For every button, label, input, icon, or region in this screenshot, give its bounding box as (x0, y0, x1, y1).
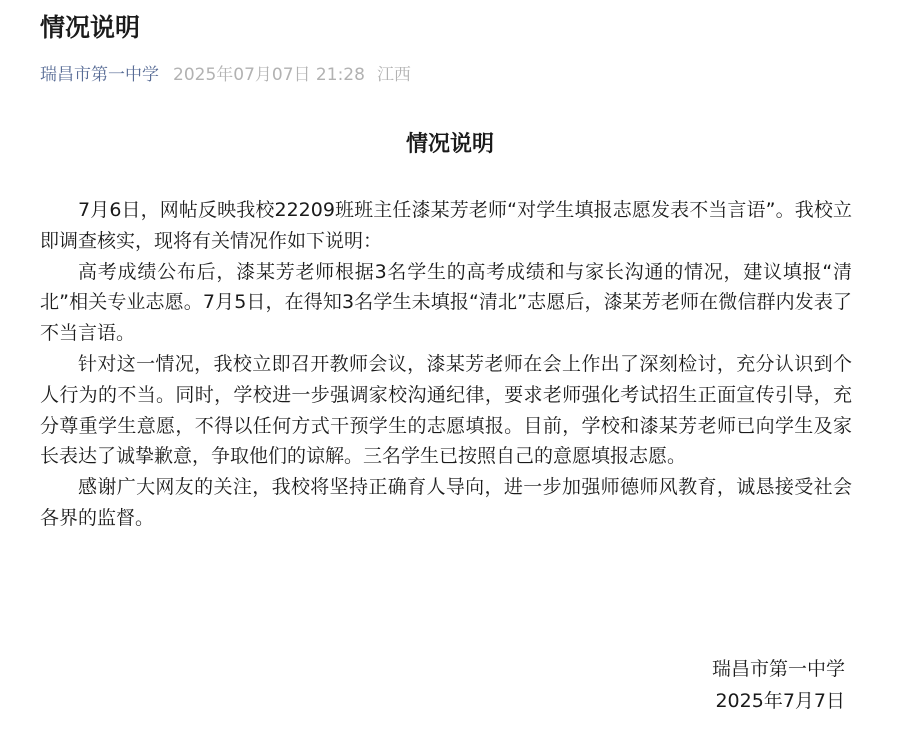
notice-paragraph-2: 高考成绩公布后，漆某芳老师根据3名学生的高考成绩和与家长沟通的情况，建议填报“清北”相关专业志愿。7月5日，在得知3名学生未填报“清北”志愿后，漆某芳老师在微信群内发表了不当言语。 (40, 260, 852, 345)
article-meta (40, 62, 411, 88)
publish-location: 江西 (376, 65, 411, 85)
signature-block (712, 653, 845, 717)
account-name-link[interactable]: 瑞昌市第一中学 (40, 65, 159, 85)
signature-date: 2025年7月7日 (715, 690, 845, 712)
notice-heading: 情况说明 (405, 132, 494, 157)
notice-body (40, 195, 852, 534)
publish-time: 2025年07月07日 21:28 (173, 65, 365, 85)
notice-paragraph-1: 7月6日，网帖反映我校22209班班主任漆某芳老师“对学生填报志愿发表不当言语”。我校立即调查核实，现将有关情况作如下说明： (40, 199, 852, 252)
notice-paragraph-4: 感谢广大网友的关注，我校将坚持正确育人导向，进一步加强师德师风教育，诚恳接受社会各界的监督。 (40, 476, 852, 529)
notice-paragraph-3: 针对这一情况，我校立即召开教师会议，漆某芳老师在会上作出了深刻检讨，充分认识到个人行为的不当。同时，学校进一步强调家校沟通纪律，要求老师强化考试招生正面宣传引导，充分尊重学生意愿，不得以任何方式干预学生的志愿填报。目前，学校和漆某芳老师已向学生及家长表达了诚挚歉意，争取他们的谅解。三名学生已按照自己的意愿填报志愿。 (40, 352, 852, 468)
article-title: 情况说明 (40, 13, 141, 42)
signature-organization: 瑞昌市第一中学 (711, 658, 845, 680)
